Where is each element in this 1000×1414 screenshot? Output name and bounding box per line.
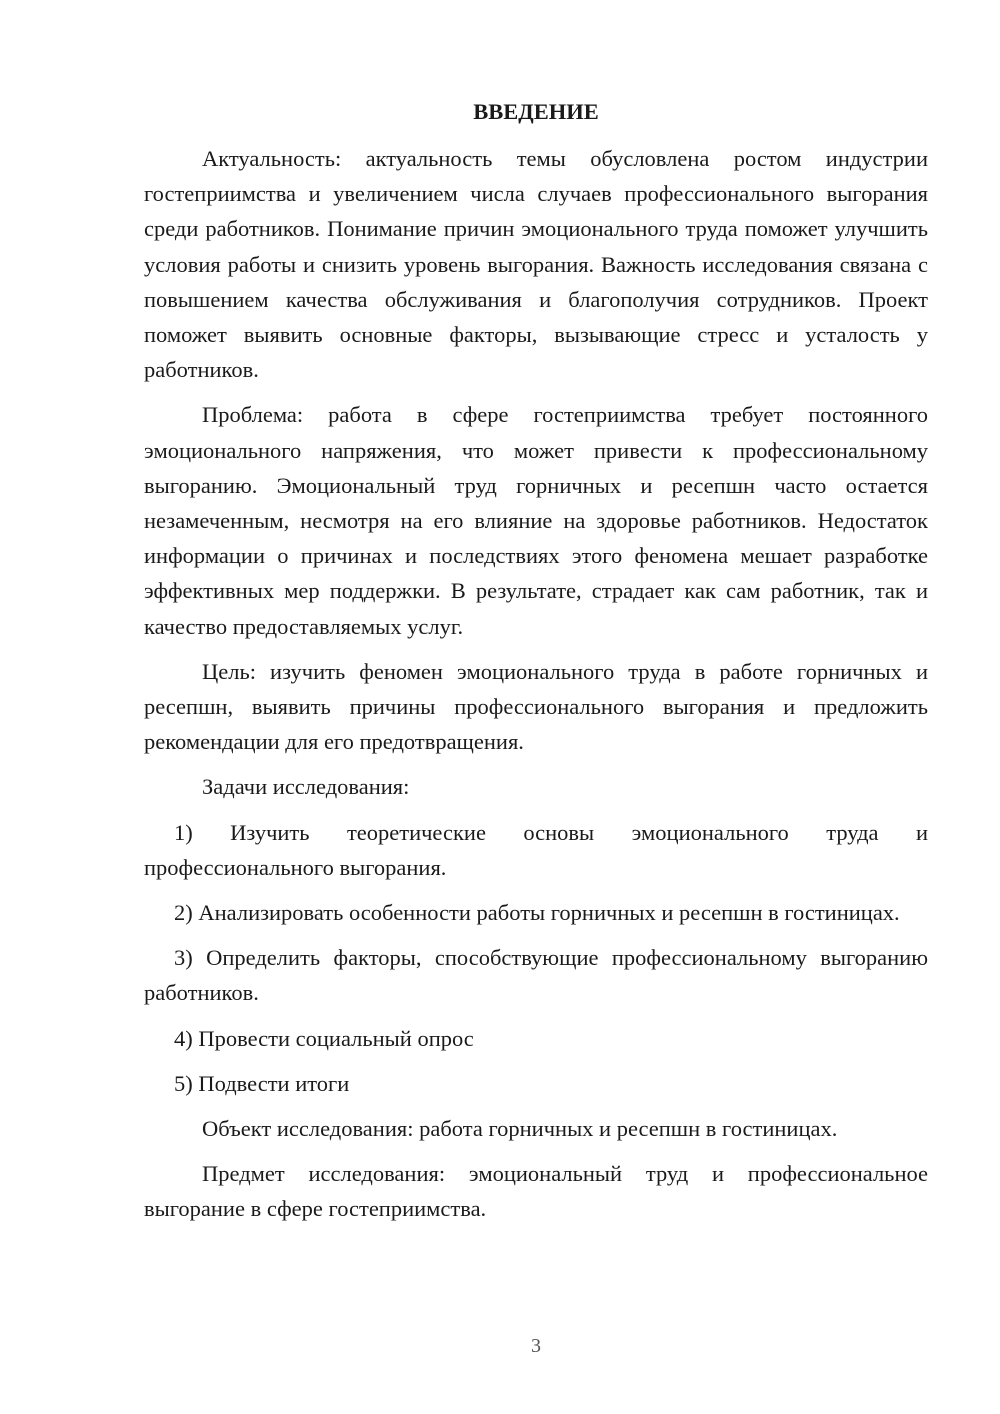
paragraph-subject: Предмет исследования: эмоциональный труд и профессиональное выгорание в сфере гостеприимства. xyxy=(144,1161,928,1222)
task-item-1: 1) Изучить теоретические основы эмоционального труда и профессионального выгорания. xyxy=(144,819,928,880)
page-number: 3 xyxy=(531,1335,541,1357)
page-content xyxy=(144,94,928,1237)
paragraph-object: Объект исследования: работа горничных и ресепшн в гостиницах. xyxy=(202,1116,838,1142)
task-item-3: 3) Определить факторы, способствующие профессиональному выгоранию работников. xyxy=(144,945,928,1006)
task-item-4: 4) Провести социальный опрос xyxy=(174,1025,474,1051)
task-item-5: 5) Подвести итоги xyxy=(174,1070,350,1096)
task-item-2: 2) Анализировать особенности работы горничных и ресепшн в гостиницах. xyxy=(174,900,900,926)
tasks-heading: Задачи исследования: xyxy=(202,774,410,800)
paragraph-goal: Цель: изучить феномен эмоционального труда в работе горничных и ресепшн, выявить причины профессионального выгорания и предложить рекомендации для его предотвращения. xyxy=(144,658,928,755)
paragraph-relevance: Актуальность: актуальность темы обусловлена ростом индустрии гостеприимства и увеличением числа случаев профессионального выгорания среди работников. Понимание причин эмоционального труда поможет улучшить условия работы и снизить уровень выгорания. Важность исследования связана с повышением качества обслуживания и благополучия сотрудников. Проект поможет выявить основные факторы, вызывающие стресс и усталость у работников. xyxy=(144,146,928,383)
paragraph-problem: Проблема: работа в сфере гостеприимства требует постоянного эмоционального напряжения, что может привести к профессиональному выгоранию. Эмоциональный труд горничных и ресепшн часто остается незамеченным, несмотря на его влияние на здоровье работников. Недостаток информации о причинах и последствиях этого феномена мешает разработке эффективных мер поддержки. В результате, страдает как сам работник, так и качество предоставляемых услуг. xyxy=(144,402,928,639)
section-title: ВВЕДЕНИЕ xyxy=(473,99,599,124)
